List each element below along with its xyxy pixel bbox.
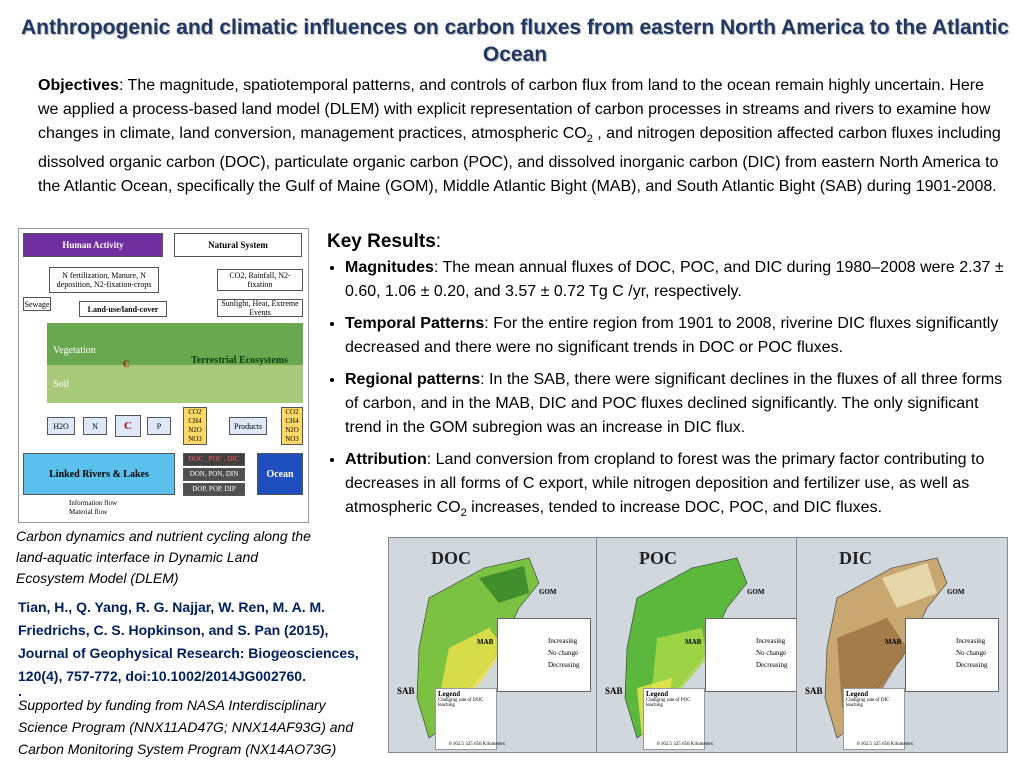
vegetation-label: Vegetation: [53, 345, 96, 356]
result-label: Regional patterns: [345, 371, 481, 388]
no-change-label: No change: [956, 649, 987, 657]
mab-label: MAB: [685, 638, 702, 646]
ocean-box: Ocean: [257, 453, 303, 495]
citation-dot: .: [18, 683, 22, 699]
land-use-box: Land-use/land-cover: [79, 301, 167, 317]
mab-label: MAB: [477, 638, 494, 646]
don-pon-din-box: DON, PON, DIN: [183, 468, 245, 481]
sab-label: SAB: [397, 686, 415, 696]
dlem-diagram: [18, 228, 309, 523]
legend-label: Legend: [646, 690, 669, 698]
gases-box-right: CO2 CH4 N2O NO3: [281, 407, 303, 445]
no-change-label: No change: [548, 649, 579, 657]
result-text: : The mean annual fluxes of DOC, POC, and DIC during 1980–2008 were 2.37 ± 0.60, 1.06 ± 0.20, and 3.57 ± 0.72 Tg C /yr, respectively.: [345, 259, 1004, 300]
scale-bar: 0 162.5 325 650 Kilometers: [449, 742, 505, 747]
increasing-label: Increasing: [956, 637, 986, 645]
scale-bar: 0 162.5 325 650 Kilometers: [857, 742, 913, 747]
natural-drivers-box: CO2, Rainfall, N2-fixation: [217, 269, 303, 291]
gom-label: GOM: [747, 588, 765, 596]
map-dic: [796, 537, 1008, 753]
gom-label: GOM: [539, 588, 557, 596]
no-change-label: No change: [756, 649, 787, 657]
funding-note: Supported by funding from NASA Interdisciplinary Science Program (NNX11AD47G; NNX14AF93G) and Carbon Monitoring System Program (NX14AO73G): [18, 697, 354, 757]
result-temporal: [345, 312, 1017, 360]
n-box: N: [83, 417, 107, 435]
inset-map: [905, 618, 999, 692]
sewage-box: Sewage: [23, 297, 51, 311]
diagram-caption: Carbon dynamics and nutrient cycling along the land-aquatic interface in Dynamic Land Ecosystem Model (DLEM): [16, 528, 311, 586]
map-legend: [643, 688, 705, 750]
result-label: Temporal Patterns: [345, 315, 485, 332]
objectives-label: Objectives: [38, 77, 119, 94]
objectives-text-1: : The magnitude, spatiotemporal patterns, and controls of carbon flux from land to the ocean remain highly uncertain. Here we applied a process-based land model (DLEM) with explicit representation of carbon processes in streams and rivers to examine how changes in climate, land conversion, management practices, atmospheric CO: [38, 77, 991, 142]
legend-title: Changing rate of DIC leaching: [846, 698, 890, 708]
human-drivers-box: N fertilization, Manure, N deposition, N2-fixation-crops: [49, 267, 159, 293]
products-box: Products: [229, 417, 267, 435]
key-results-list: [327, 256, 1017, 525]
map-legend: [435, 688, 497, 750]
result-attribution: [345, 448, 1017, 525]
legend-label: Legend: [438, 690, 461, 698]
human-activity-box: Human Activity: [23, 233, 163, 257]
c-box: C: [115, 415, 141, 437]
decreasing-label: Decreasing: [956, 661, 988, 669]
sunlight-box: Sunlight, Heat, Extreme Events: [217, 299, 303, 317]
objectives-text-2: , and nitrogen deposition affected carbon fluxes including dissolved organic carbon (DOC), particulate organic carbon (POC), and dissolved inorganic carbon (DIC) from eastern North America to the Atlantic Ocean, specifically the Gulf of Maine (GOM), Middle Atlantic Bight (MAB), and South Atlantic Bight (SAB) during 1901-2008.: [38, 125, 1001, 196]
poster-title: Anthropogenic and climatic influences on carbon fluxes from eastern North America to the Atlantic Ocean: [21, 16, 1009, 66]
inset-map: [705, 618, 799, 692]
h2o-box: H2O: [47, 417, 75, 435]
rivers-box: Linked Rivers & Lakes: [23, 453, 175, 495]
info-flow-legend: Information flow: [69, 499, 118, 507]
gom-label: GOM: [947, 588, 965, 596]
gases-box-left: CO2 CH4 N2O NO3: [183, 407, 207, 445]
mab-label: MAB: [885, 638, 902, 646]
terrestrial-label: Terrestrial Ecosystems: [191, 355, 288, 366]
sab-label: SAB: [805, 686, 823, 696]
key-results-title-text: Key Results: [327, 231, 436, 252]
result-magnitudes: [345, 256, 1017, 304]
result-label: Magnitudes: [345, 259, 434, 276]
result-sub: 2: [460, 507, 467, 520]
map-doc: [388, 537, 600, 753]
result-regional: [345, 368, 1017, 440]
map-poc: [596, 537, 808, 753]
natural-system-box: Natural System: [174, 233, 302, 257]
sab-label: SAB: [605, 686, 623, 696]
legend-title: Changing rate of POC leaching: [646, 698, 691, 708]
result-text-end: increases, tended to increase DOC, POC, and DIC fluxes.: [466, 499, 883, 516]
legend-title: Changing rate of DOC leaching: [438, 698, 484, 708]
key-results-colon: :: [435, 231, 442, 252]
map-title: DIC: [839, 548, 873, 568]
map-title: DOC: [431, 548, 471, 568]
doc-poc-dic-box: DOC , POC , DIC: [183, 453, 245, 466]
result-text: : For the entire region from 1901 to 2008, riverine DIC fluxes significantly decreased and there were no significant trends in DOC or POC fluxes.: [345, 315, 999, 356]
scale-bar: 0 162.5 325 650 Kilometers: [657, 742, 713, 747]
legend-label: Legend: [846, 690, 869, 698]
increasing-label: Increasing: [756, 637, 786, 645]
soil-label: Soil: [53, 379, 70, 390]
increasing-label: Increasing: [548, 637, 578, 645]
decreasing-label: Decreasing: [548, 661, 580, 669]
key-results-section: [327, 230, 1017, 533]
map-title: POC: [639, 548, 677, 568]
result-text: : In the SAB, there were significant declines in the fluxes of all three forms of carbon, and in the MAB, DIC and POC fluxes declined significantly. The only significant trend in the GOM subregion was an increase in DIC flux.: [345, 371, 1003, 436]
objectives-paragraph: [38, 74, 1008, 199]
key-results-title: [327, 230, 1017, 254]
map-legend: [843, 688, 905, 750]
inset-map: [497, 618, 591, 692]
dop-pop-dip-box: DOP, POP, DIP: [183, 483, 245, 496]
p-box: P: [147, 417, 171, 435]
cycle-c-label: C: [123, 359, 130, 369]
result-label: Attribution: [345, 451, 427, 468]
objectives-co2-sub: 2: [586, 133, 593, 146]
result-text: : Land conversion from cropland to forest was the primary factor contributing to decreases in all forms of C export, while nitrogen deposition and fertilizer use, as well as atmospheric CO: [345, 451, 985, 516]
citation: Tian, H., Q. Yang, R. G. Najjar, W. Ren, M. A. M. Friedrichs, C. S. Hopkinson, and S. Pan (2015), Journal of Geophysical Research: Biogeosciences, 120(4), 757-772, doi:10.1002/2014JG002760.: [18, 599, 359, 684]
material-flow-legend: Material flow: [69, 508, 108, 516]
decreasing-label: Decreasing: [756, 661, 788, 669]
